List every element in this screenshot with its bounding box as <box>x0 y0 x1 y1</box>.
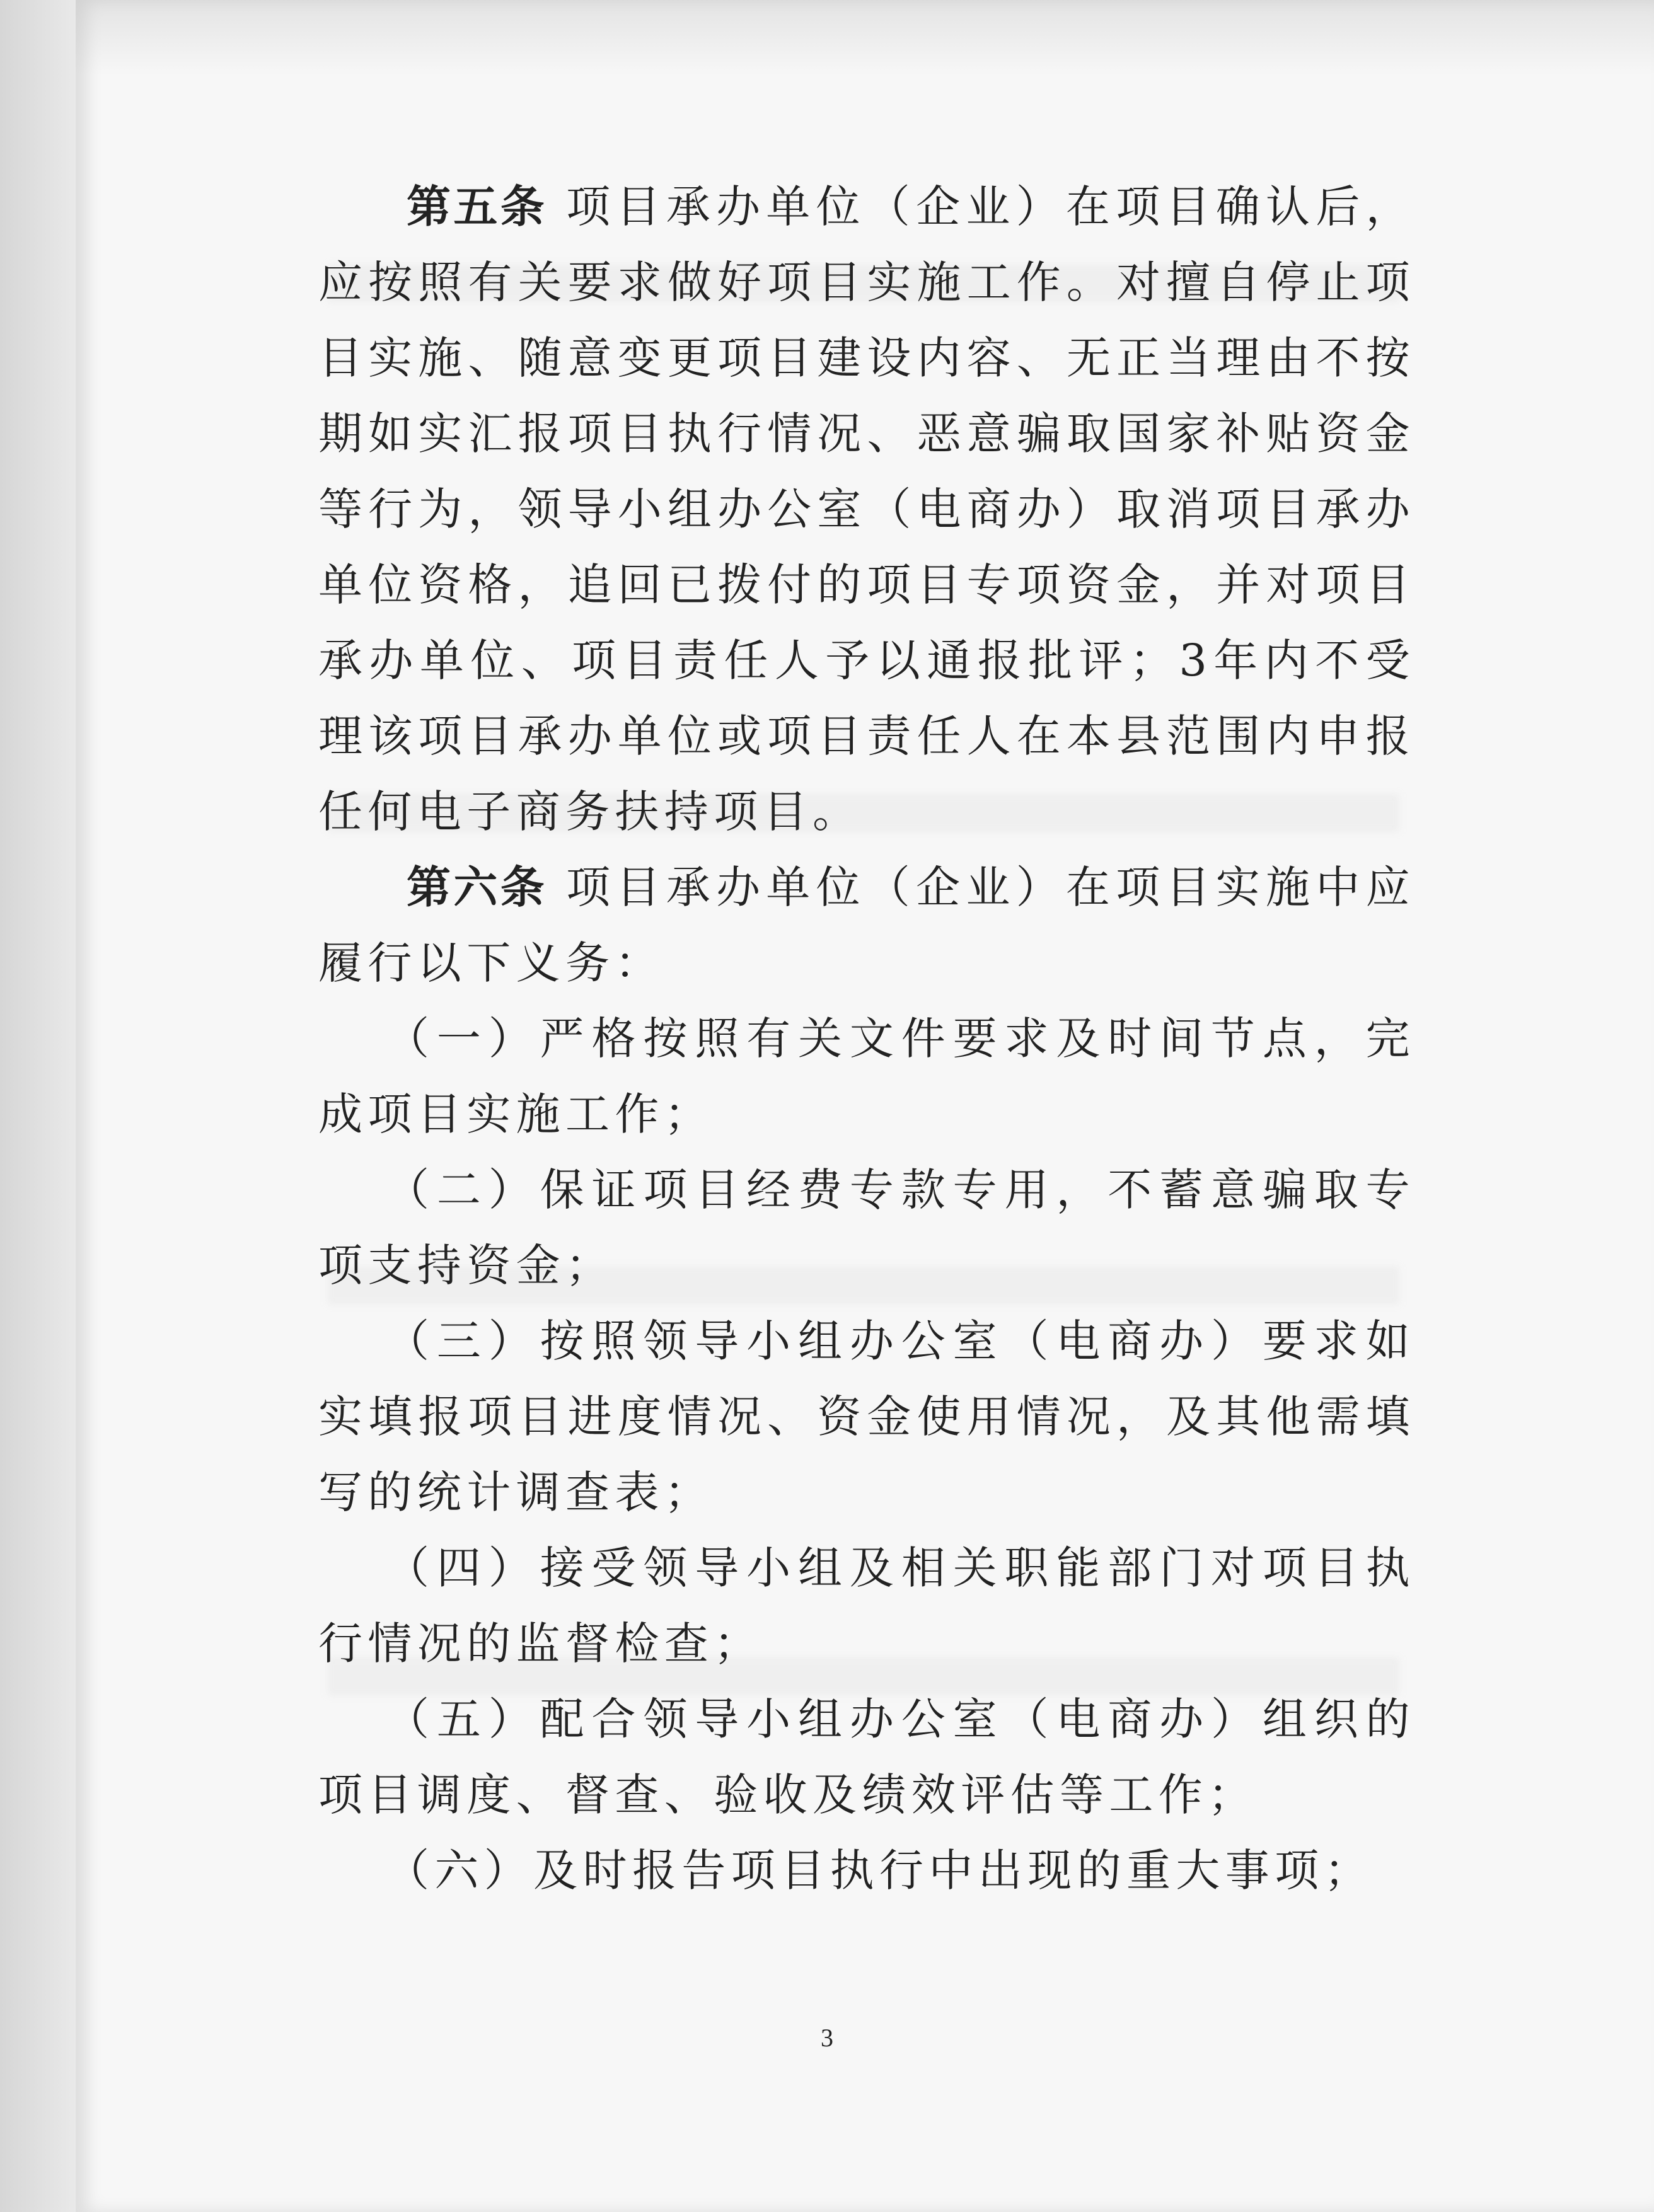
article-6-paragraph <box>318 850 1415 1001</box>
scan-top-strip <box>76 0 1654 76</box>
article-6-label: 第六条 <box>407 861 548 913</box>
article-5-paragraph <box>318 169 1415 850</box>
article-6-item-1: （一）严格按照有关文件要求及时间节点，完成项目实施工作； <box>318 1013 1415 1140</box>
article-6-item-6: （六）及时报告项目执行中出现的重大事项； <box>385 1845 1374 1896</box>
article-6-item-3: （三）按照领导小组办公室（电商办）要求如实填报项目进度情况、资金使用情况，及其他需填写的统计调查表； <box>318 1315 1415 1518</box>
article-6-item-4: （四）接受领导小组及相关职能部门对项目执行情况的监督检查； <box>318 1542 1415 1669</box>
article-6-item-5: （五）配合领导小组办公室（电商办）组织的项目调度、督查、验收及绩效评估等工作； <box>318 1693 1415 1821</box>
article-5-text: 项目承办单位（企业）在项目确认后，应按照有关要求做好项目实施工作。对擅自停止项目实施、随意变更项目建设内容、无正当理由不按期如实汇报项目执行情况、恶意骗取国家补贴资金等行为，领导小组办公室（电商办）取消项目承办单位资格，追回已拨付的项目专项资金，并对项目承办单位、项目责任人予以通报批评；3年内不受理该项目承办单位或项目责任人在本县范围内申报任何电子商务扶持项目。 <box>318 181 1415 838</box>
document-body <box>318 169 1415 1908</box>
scan-left-edge <box>0 0 76 2212</box>
article-6-text: 项目承办单位（企业）在项目实施中应履行以下义务： <box>318 861 1415 989</box>
article-6-item-2: （二）保证项目经费专款专用，不蓄意骗取专项支持资金； <box>318 1164 1415 1291</box>
article-5-label: 第五条 <box>407 180 548 233</box>
page-number: 3 <box>821 2024 833 2052</box>
